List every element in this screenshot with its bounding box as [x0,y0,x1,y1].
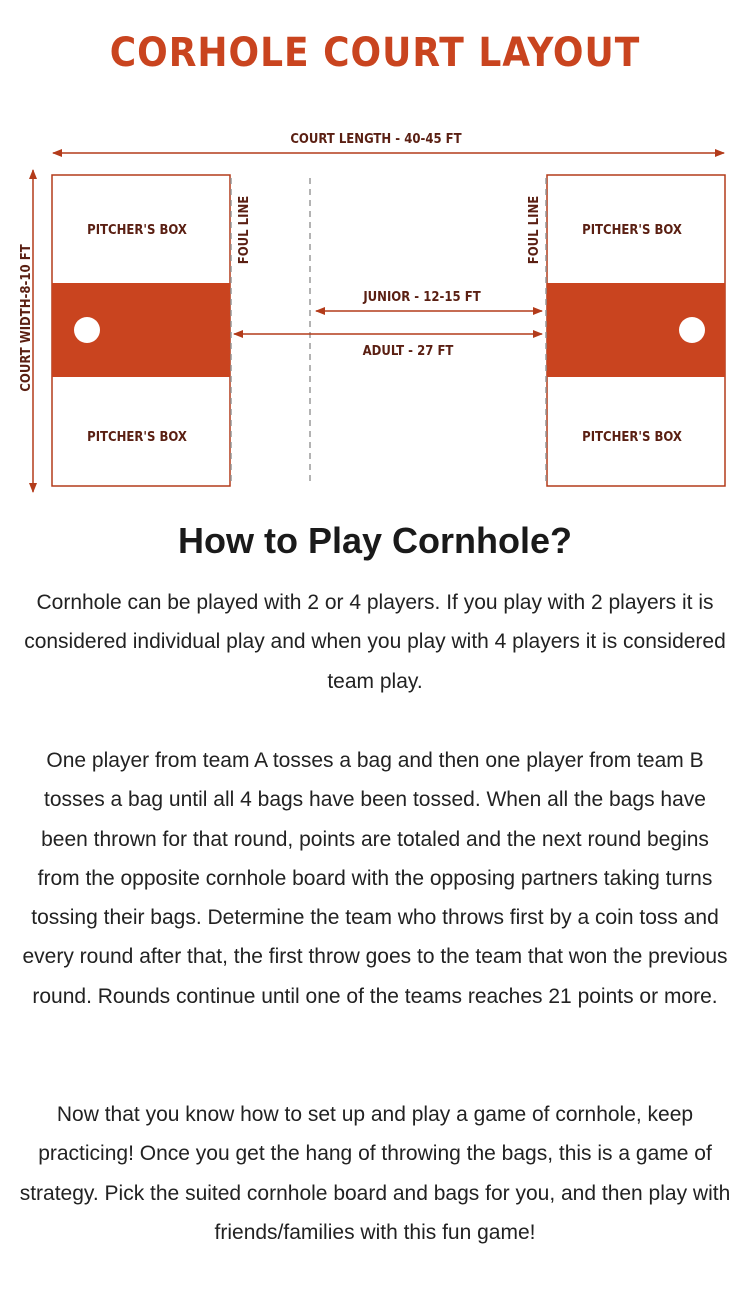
court-width-label: COURT WIDTH-8-10 FT [19,244,34,392]
left-board-hole [74,317,100,343]
junior-distance-label: JUNIOR - 12-15 FT [363,290,481,305]
section-heading: How to Play Cornhole? [177,520,572,561]
left-foul-line-label: FOUL LINE [237,195,252,265]
right-board-hole [679,317,705,343]
right-bottom-pitchers-box-label: PITCHER'S BOX [582,430,682,445]
right-foul-line-label: FOUL LINE [527,195,542,265]
adult-distance-label: ADULT - 27 FT [362,344,454,359]
court-layout-diagram [0,0,750,500]
right-top-pitchers-box-label: PITCHER'S BOX [582,223,682,238]
rules-paragraph-players: Cornhole can be played with 2 or 4 players. If you play with 2 players it is considered individual play and when you play with 4 players it is considered team play. [24,591,726,693]
left-bottom-pitchers-box-label: PITCHER'S BOX [87,430,187,445]
diagram-title: CORHOLE COURT LAYOUT [109,30,641,76]
left-top-pitchers-box-label: PITCHER'S BOX [87,223,187,238]
rules-paragraph-practice: Now that you know how to set up and play a game of cornhole, keep practicing! Once you get the hang of throwing the bags, this is a game of strategy. Pick the suited cornhole board and bags for you, and then play with friends/families with this fun game! [19,1103,731,1244]
rules-paragraph-gameplay: One player from team A tosses a bag and then one player from team B tosses a bag until all 4 bags have been tossed. When all the bags have been thrown for that round, points are totaled and the next round begins from the opposite cornhole board with the opposing partners taking turns tossing their bags. Determine the team who throws first by a coin toss and every round after that, the first throw goes to the team that won the previous round. Rounds continue until one of the teams reaches 21 points or more. [22,749,728,1008]
court-length-label: COURT LENGTH - 40-45 FT [290,132,462,147]
